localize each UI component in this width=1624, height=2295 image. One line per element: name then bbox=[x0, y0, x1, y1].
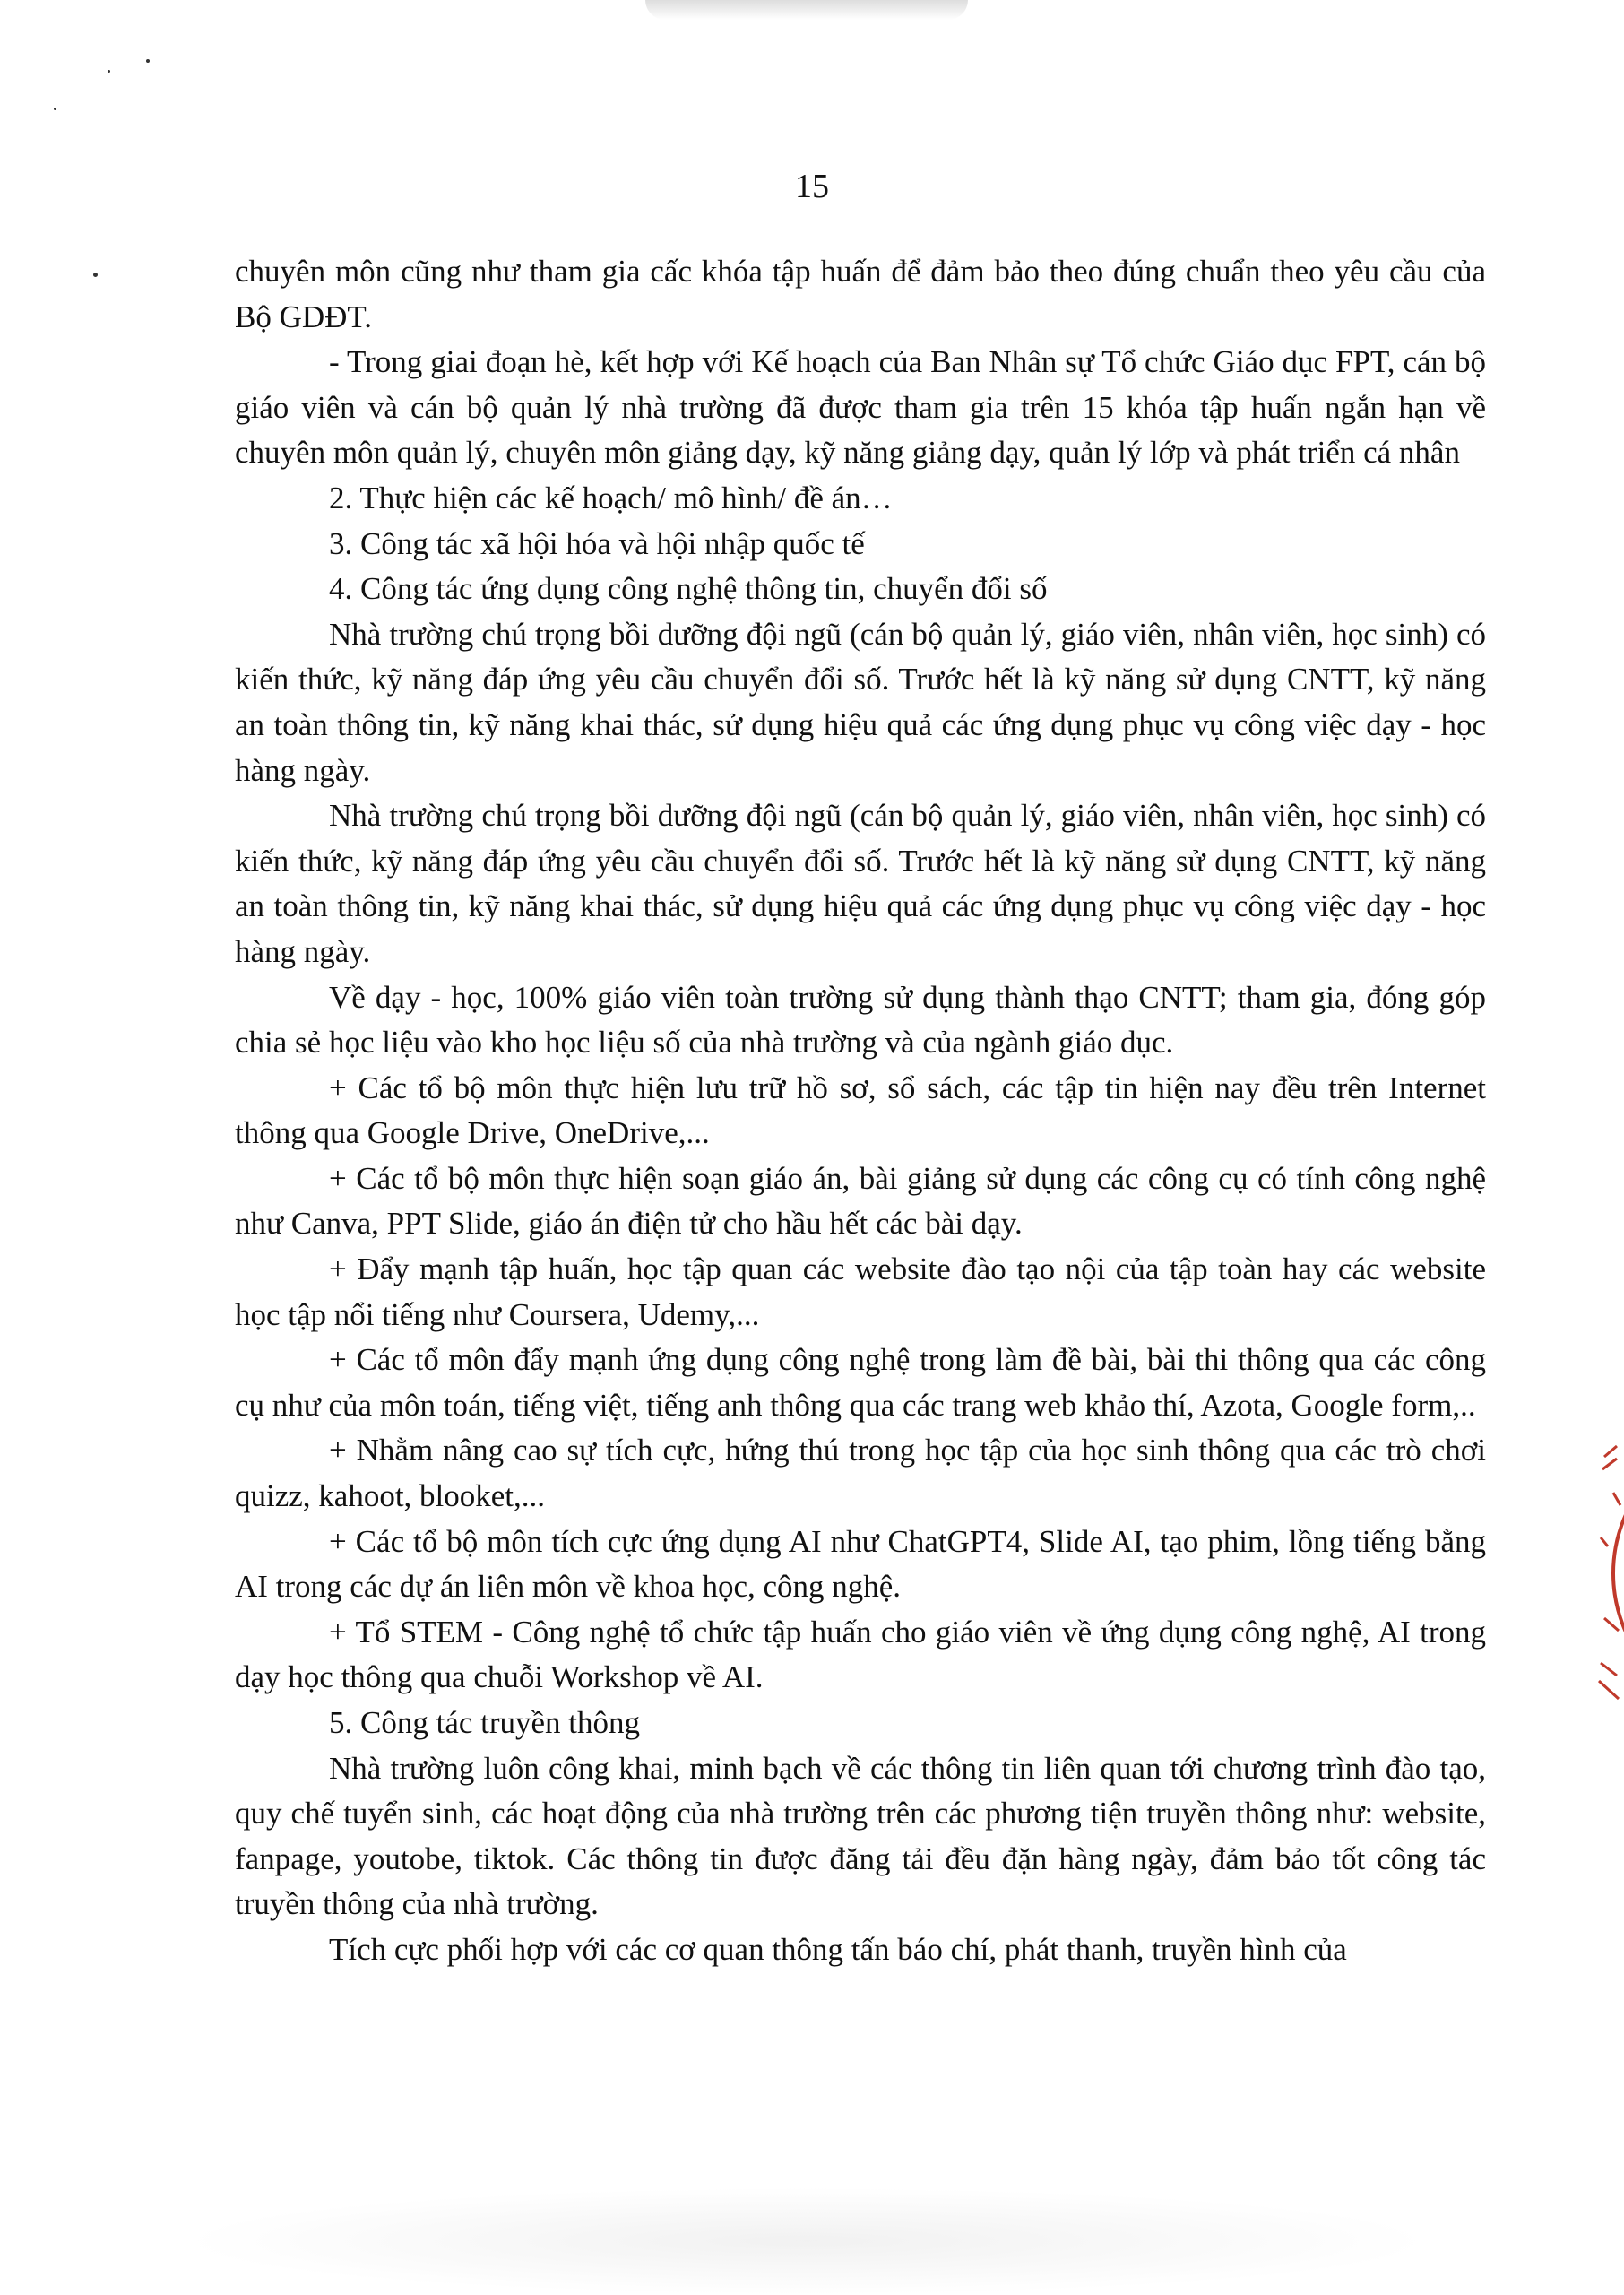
scan-speck bbox=[54, 108, 56, 110]
paragraph: 3. Công tác xã hội hóa và hội nhập quốc tế bbox=[329, 525, 865, 561]
paragraph: + Tổ STEM - Công nghệ tổ chức tập huấn cho giáo viên về ứng dụng công nghệ, AI trong dạy học thông qua chuỗi Workshop về AI. bbox=[235, 1614, 1486, 1695]
scan-speck bbox=[146, 59, 150, 63]
paragraph: + Đẩy mạnh tập huấn, học tập quan các website đào tạo nội của tập toàn hay các website học tập nổi tiếng như Coursera, Udemy,... bbox=[235, 1251, 1486, 1332]
paragraph: chuyên môn cũng như tham gia cấc khóa tập huấn để đảm bảo theo đúng chuẩn theo yêu cầu của Bộ GDĐT. bbox=[235, 254, 1486, 334]
paragraph: + Các tổ bộ môn thực hiện soạn giáo án, bài giảng sử dụng các công cụ có tính công nghệ như Canva, PPT Slide, giáo án điện tử cho hầu hết các bài dạy. bbox=[235, 1160, 1486, 1242]
scan-shadow bbox=[179, 2187, 1434, 2295]
paragraph: + Các tổ bộ môn tích cực ứng dụng AI như ChatGPT4, Slide AI, tạo phim, lồng tiếng bằng AI trong các dự án liên môn về khoa học, công nghệ. bbox=[235, 1523, 1486, 1605]
paragraph: Về dạy - học, 100% giáo viên toàn trường sử dụng thành thạo CNTT; tham gia, đóng góp chia sẻ học liệu vào kho học liệu số của nhà trường và của ngành giáo dục. bbox=[235, 979, 1486, 1061]
scan-shadow bbox=[645, 0, 968, 20]
paragraph: + Các tổ môn đẩy mạnh ứng dụng công nghệ trong làm đề bài, bài thi thông qua các công cụ như của môn toán, tiếng việt, tiếng anh thông qua các trang web khảo thí, Azota, Google form,.. bbox=[235, 1342, 1486, 1423]
red-stamp-fragment bbox=[1586, 1439, 1624, 1708]
paragraph: 5. Công tác truyền thông bbox=[329, 1705, 641, 1740]
paragraph: Tích cực phối hợp với các cơ quan thông tấn báo chí, phát thanh, truyền hình của bbox=[329, 1931, 1347, 1967]
paragraph: - Trong giai đoạn hè, kết hợp với Kế hoạch của Ban Nhân sự Tổ chức Giáo dục FPT, cán bộ giáo viên và cán bộ quản lý nhà trường đã được tham gia trên 15 khóa tập huấn ngắn hạn về chuyên môn quản lý, chuyên môn giảng dạy, kỹ năng giảng dạy, quản lý lớp và phát triển cá nhân bbox=[235, 344, 1486, 471]
page-number: 15 bbox=[795, 168, 829, 205]
paragraph: Nhà trường luôn công khai, minh bạch về các thông tin liên quan tới chương trình đào tạo, quy chế tuyển sinh, các hoạt động của nhà trường trên các phương tiện truyền thông như: website, fanpage, youtobe, tiktok. Các thông tin được đăng tải đều đặn hàng ngày, đảm bảo tốt công tác truyền thông của nhà trường. bbox=[235, 1750, 1486, 1922]
paragraph: 4. Công tác ứng dụng công nghệ thông tin, chuyển đổi số bbox=[329, 571, 1048, 607]
paragraph: + Nhằm nâng cao sự tích cực, hứng thú trong học tập của học sinh thông qua các trò chơi quizz, kahoot, blooket,... bbox=[235, 1433, 1486, 1514]
paragraph: Nhà trường chú trọng bồi dưỡng đội ngũ (cán bộ quản lý, giáo viên, nhân viên, học sinh) có kiến thức, kỹ năng đáp ứng yêu cầu chuyển đổi số. Trước hết là kỹ năng sử dụng CNTT, kỹ năng an toàn thông tin, kỹ năng khai thác, sử dụng hiệu quả các ứng dụng phục vụ công việc dạy - học hàng ngày. bbox=[235, 616, 1486, 788]
paragraph: Nhà trường chú trọng bồi dưỡng đội ngũ (cán bộ quản lý, giáo viên, nhân viên, học sinh) có kiến thức, kỹ năng đáp ứng yêu cầu chuyển đổi số. Trước hết là kỹ năng sử dụng CNTT, kỹ năng an toàn thông tin, kỹ năng khai thác, sử dụng hiệu quả các ứng dụng phục vụ công việc dạy - học hàng ngày. bbox=[235, 798, 1486, 969]
scan-speck bbox=[108, 70, 110, 73]
paragraph: 2. Thực hiện các kế hoạch/ mô hình/ đề án… bbox=[329, 480, 893, 515]
paragraph: + Các tổ bộ môn thực hiện lưu trữ hồ sơ, sổ sách, các tập tin hiện nay đều trên Internet thông qua Google Drive, OneDrive,... bbox=[235, 1070, 1486, 1151]
scan-speck bbox=[93, 273, 98, 277]
body-text bbox=[235, 249, 1486, 1973]
